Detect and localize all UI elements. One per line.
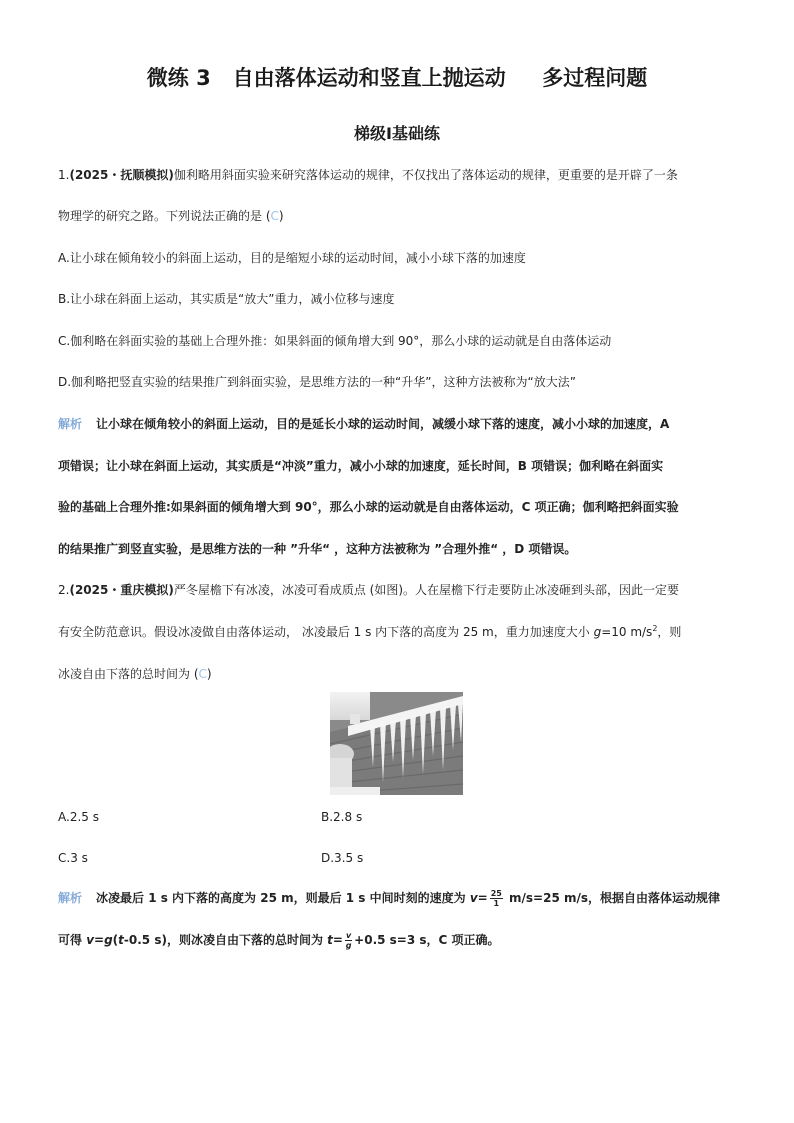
q2-g-exponent: 2 (652, 624, 658, 633)
q2-analysis-text-2: 可得 (58, 933, 87, 947)
q2-analysis-t2: t (327, 933, 333, 947)
q2-analysis-eq: = (477, 891, 488, 905)
q2-analysis-text-2b: -0.5 s)，则冰凌自由下落的总时间为 (123, 933, 328, 947)
fraction-denominator: 1 (493, 899, 500, 908)
q1-text-1: 伽利略用斜面实验来研究落体运动的规律，不仅找出了落体运动的规律，更重要的是开辟了一条 (173, 168, 678, 182)
q2-stem-line1 (58, 581, 679, 598)
q2-analysis-t: t (118, 933, 124, 947)
q2-analysis-g: g (104, 933, 113, 947)
page-title: 微练 3 自由落体运动和竖直上抛运动 多过程问题 (146, 66, 648, 90)
q1-option-c: C.伽利略在斜面实验的基础上合理外推：如果斜面的倾角增大到 90°，那么小球的运动就是自由落体运动 (58, 334, 612, 348)
q2-analysis-v: v (469, 891, 478, 905)
q1-number: 1. (58, 168, 70, 182)
fraction-numerator: v (345, 931, 352, 940)
q2-text-3: 冰凌自由下落的总时间为 ( (58, 667, 199, 681)
q2-analysis-text-1b: m/s=25 m/s，根据自由落体运动规律 (504, 891, 721, 905)
q2-g-value: =10 m/s (601, 625, 653, 639)
q2-analysis-eq2: = (94, 933, 105, 947)
q2-option-a: A.2.5 s (58, 810, 99, 824)
q2-stem-line2 (58, 623, 681, 640)
q2-analysis-eq3: = (332, 933, 343, 947)
q2-analysis-tag: 解析 (58, 891, 83, 905)
q2-answer: C (198, 667, 207, 681)
fraction-denominator: g (345, 941, 352, 950)
q2-source: (2025・重庆模拟) (69, 583, 174, 597)
q1-analysis-line1 (58, 415, 669, 432)
q2-option-b: B.2.8 s (321, 810, 363, 824)
q2-analysis-fraction-1 (490, 889, 503, 908)
q2-analysis-v2: v (86, 933, 95, 947)
q1-analysis-line3: 验的基础上合理外推:如果斜面的倾角增大到 90°，那么小球的运动就是自由落体运动，C 项正确；伽利略把斜面实验 (58, 500, 679, 514)
q1-close: ) (278, 209, 284, 223)
q1-option-b: B.让小球在斜面上运动，其实质是“放大”重力，减小位移与速度 (58, 292, 395, 306)
q1-analysis-line4: 的结果推广到竖直实验，是思维方法的一种 ”升华“ ，这种方法被称为 ”合理外推“ ，D 项错误。 (58, 542, 577, 556)
icicle-photo (330, 692, 463, 795)
q2-close: ) (206, 667, 212, 681)
q2-g-symbol: g (593, 625, 602, 639)
q2-number: 2. (58, 583, 70, 597)
q1-analysis-line2: 项错误；让小球在斜面上运动，其实质是“冲淡”重力，减小小球的加速度，延长时间，B 项错误；伽利略在斜面实 (58, 459, 664, 473)
q1-stem-line1 (58, 166, 678, 183)
q2-analysis-line2 (58, 931, 500, 950)
q2-text-2b: ，则 (657, 625, 682, 639)
q1-answer: C (270, 209, 279, 223)
q2-text-2: 有安全防范意识。假设冰凌做自由落体运动， 冰凌最后 1 s 内下落的高度为 25 m，重力加速度大小 (58, 625, 594, 639)
section-subtitle: 梯级Ⅰ基础练 (354, 124, 440, 143)
q2-analysis-line1 (58, 889, 720, 908)
q1-source: (2025・抚顺模拟) (69, 168, 174, 182)
q1-text-2: 物理学的研究之路。下列说法正确的是 ( (58, 209, 271, 223)
q2-text-1: 严冬屋檐下有冰凌，冰凌可看成质点 (如图)。人在屋檐下行走要防止冰凌砸到头部，因此一定要 (173, 583, 680, 597)
q2-analysis-fraction-2 (345, 931, 352, 950)
q2-analysis-text-2c: +0.5 s=3 s，C 项正确。 (354, 933, 500, 947)
q1-analysis-tag: 解析 (58, 417, 83, 431)
q1-option-d: D.伽利略把竖直实验的结果推广到斜面实验，是思维方法的一种“升华”，这种方法被称为“放大法” (58, 375, 576, 389)
q1-option-a: A.让小球在倾角较小的斜面上运动，目的是缩短小球的运动时间，减小小球下落的加速度 (58, 251, 526, 265)
q2-analysis-paren: ( (112, 933, 119, 947)
q2-option-d: D.3.5 s (321, 851, 364, 865)
q2-stem-line3 (58, 665, 212, 682)
q1-stem-line2 (58, 207, 284, 224)
q2-analysis-text-1: 冰凌最后 1 s 内下落的高度为 25 m，则最后 1 s 中间时刻的速度为 (96, 891, 470, 905)
q1-analysis-text-1: 让小球在倾角较小的斜面上运动，目的是延长小球的运动时间，减缓小球下落的速度，减小小球的加速度，A (96, 417, 670, 431)
q2-option-c: C.3 s (58, 851, 88, 865)
fraction-numerator: 25 (490, 889, 502, 898)
